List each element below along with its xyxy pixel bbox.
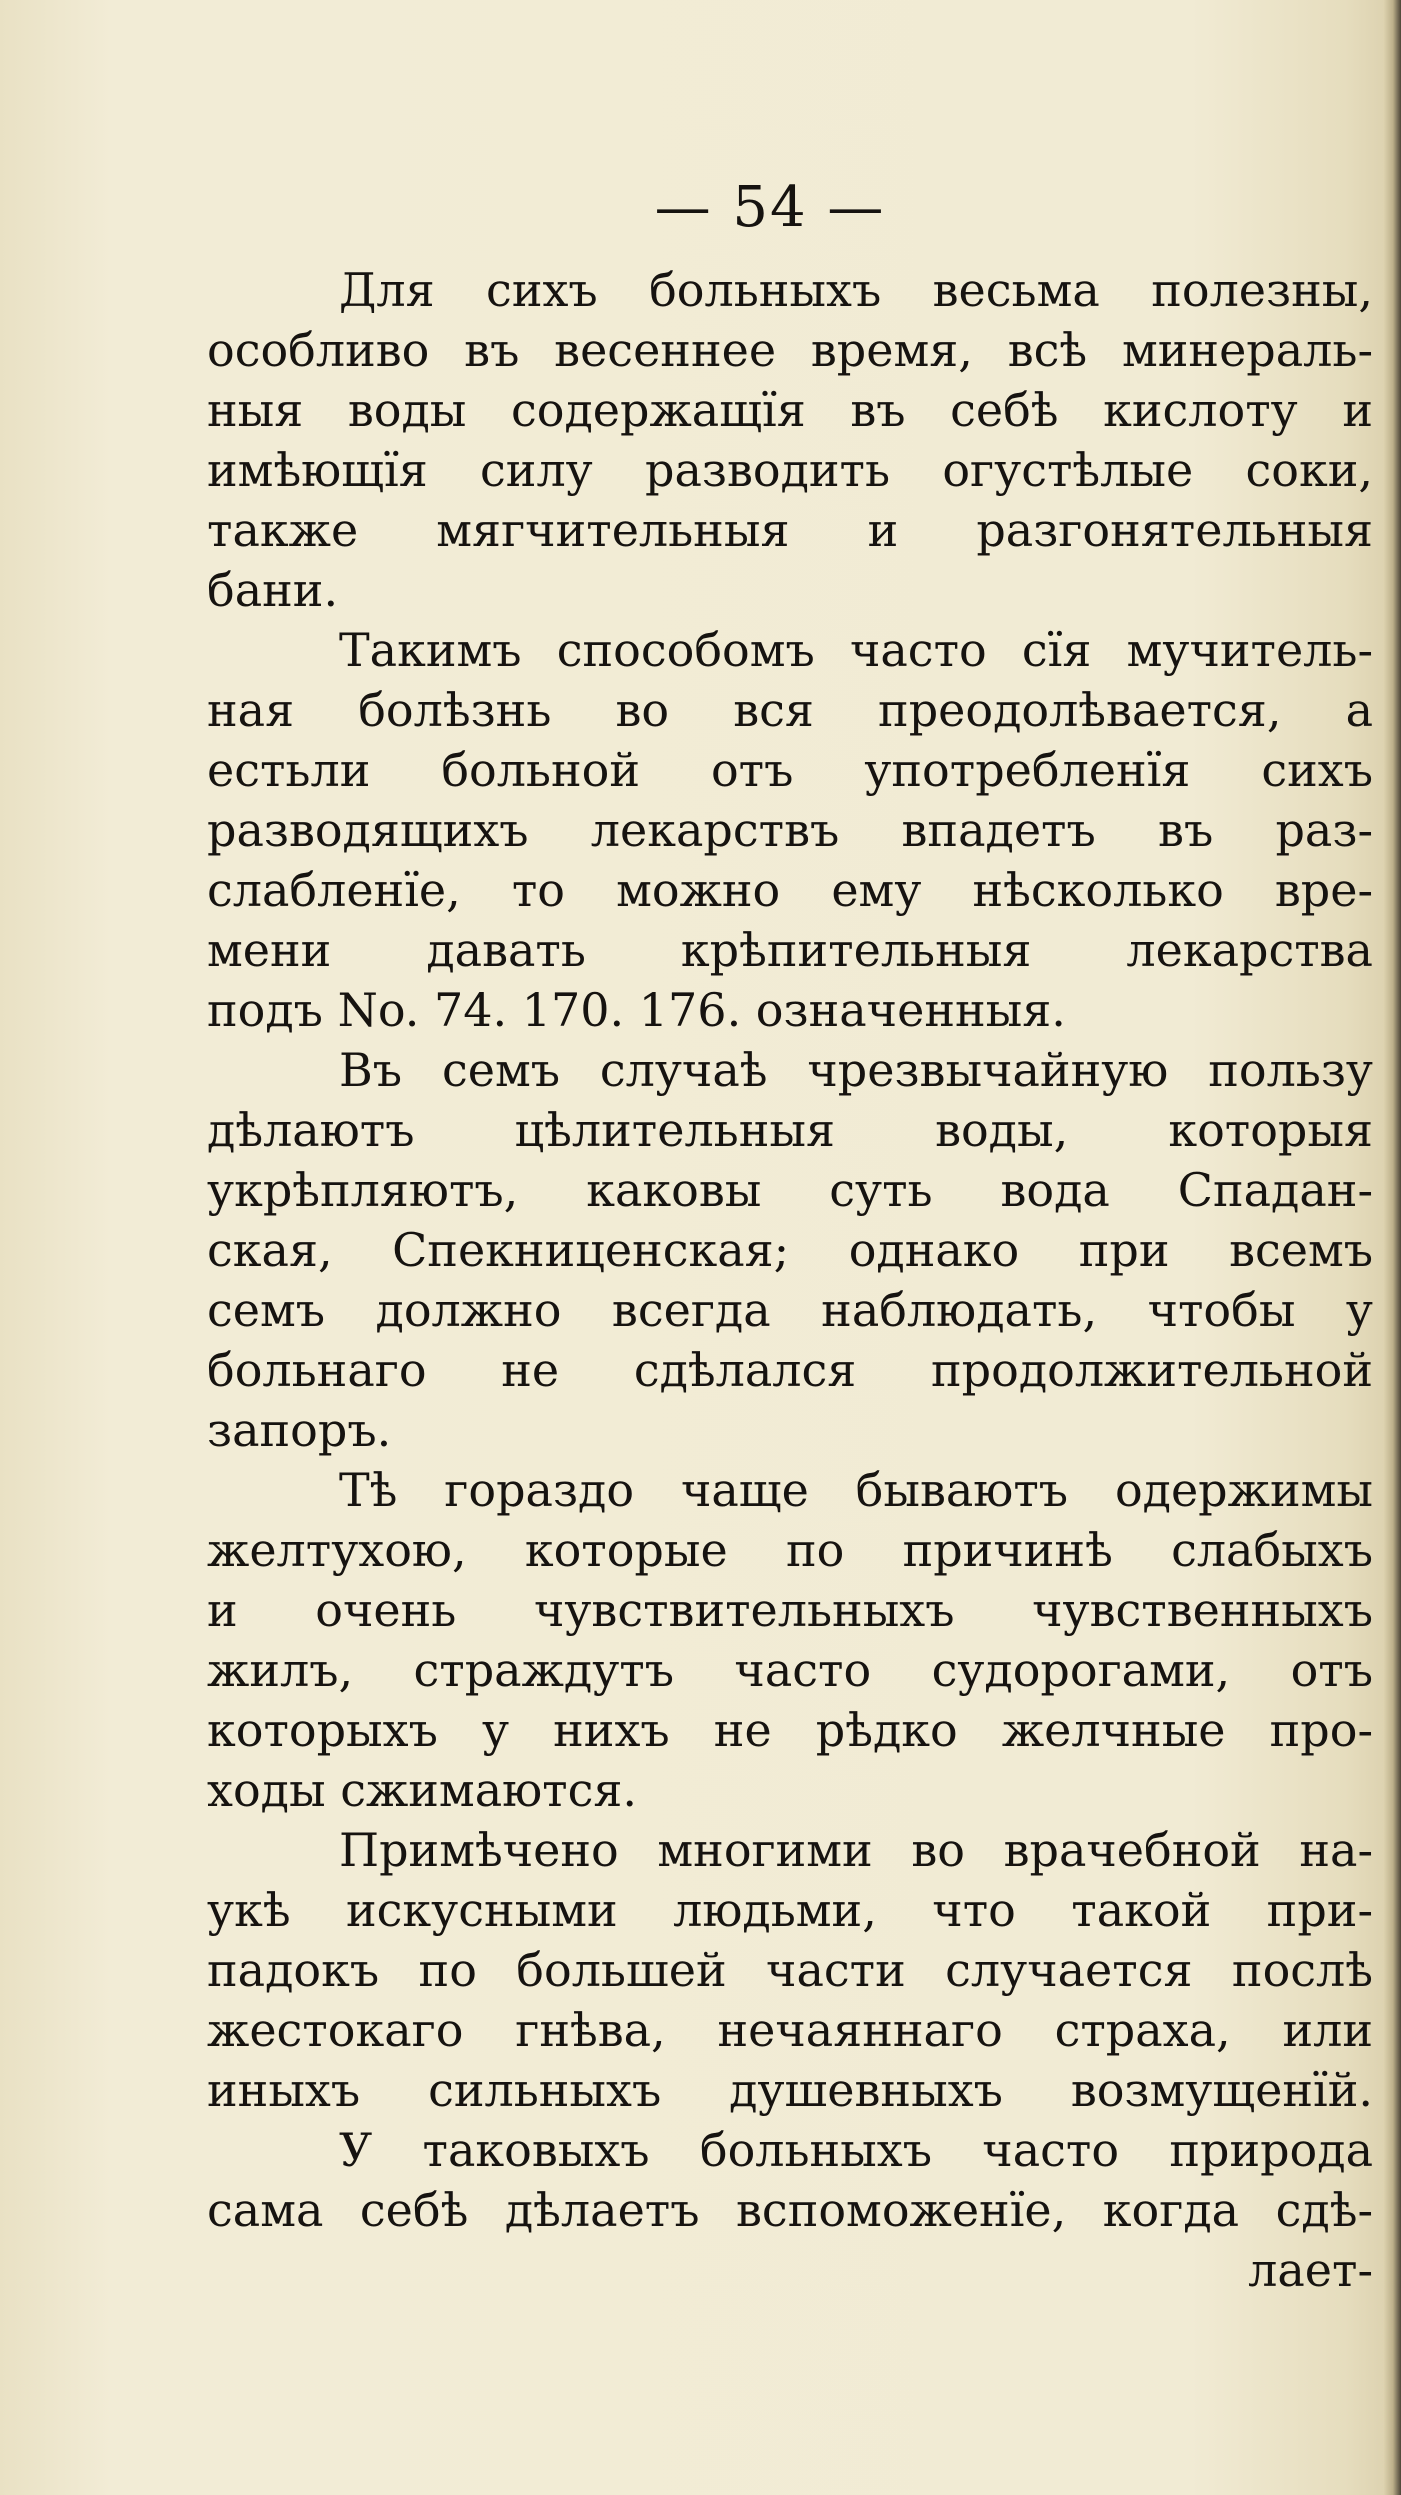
text-line: естьли больной отъ употребленїя сихъ [207,743,1373,797]
text-line: мени давать крѣпительныя лекарства [207,923,1373,977]
text-line: Примѣчено многими во врачебной на- [339,1823,1373,1877]
text-line: жилъ, страждутъ часто судорогами, отъ [207,1643,1373,1697]
body-text [207,260,1373,2300]
text-line: укрѣпляютъ, каковы суть вода Спадан- [207,1163,1373,1217]
page-edge-shadow [1383,0,1401,2495]
text-line: Для сихъ больныхъ весьма полезны, [339,263,1373,317]
text-line: семъ должно всегда наблюдать, чтобы у [207,1283,1373,1337]
page-number: — 54 — [654,175,886,240]
text-line: ныя воды содержащїя въ себѣ кислоту и [207,383,1373,437]
text-line: падокъ по большей части случается послѣ [207,1943,1373,1997]
text-line: желтухою, которые по причинѣ слабыхъ [207,1523,1373,1577]
text-line: слабленїе, то можно ему нѣсколько вре- [207,863,1373,917]
text-line: больнаго не сдѣлался продолжительной [207,1343,1373,1397]
text-line: подъ No. 74. 170. 176. означенныя. [207,983,1066,1037]
text-line: ная болѣзнь во вся преодолѣвается, а [207,683,1373,737]
text-line: имѣющїя силу разводить огустѣлые соки, [207,443,1373,497]
text-line: разводящихъ лекарствъ впадетъ въ раз- [207,803,1373,857]
text-line: ходы сжимаются. [207,1763,638,1817]
text-line: особливо въ весеннее время, всѣ минераль- [207,323,1373,377]
text-line: дѣлаютъ цѣлительныя воды, которыя [207,1103,1373,1157]
text-line: также мягчительныя и разгонятельныя [207,503,1373,557]
text-line: запоръ. [207,1403,392,1457]
text-line: которыхъ у нихъ не рѣдко желчные про- [207,1703,1373,1757]
text-line: Такимъ способомъ часто сїя мучитель- [339,623,1373,677]
text-line: Тѣ гораздо чаще бываютъ одержимы [339,1463,1373,1517]
text-line: и очень чувствительныхъ чувственныхъ [207,1583,1373,1637]
text-line: жестокаго гнѣва, нечаяннаго страха, или [207,2003,1373,2057]
text-line: Въ семъ случаѣ чрезвычайную пользу [339,1043,1373,1097]
text-line: ская, Спекниценская; однако при всемъ [207,1223,1373,1277]
text-line: У таковыхъ больныхъ часто природа [339,2123,1373,2177]
text-line: иныхъ сильныхъ душевныхъ возмущенїй. [207,2063,1373,2117]
text-line: укѣ искусными людьми, что такой при- [207,1883,1373,1937]
catchword: лает- [1248,2243,1373,2297]
text-line: сама себѣ дѣлаетъ вспоможенїе, когда сдѣ- [207,2183,1373,2237]
text-line: бани. [207,563,339,617]
